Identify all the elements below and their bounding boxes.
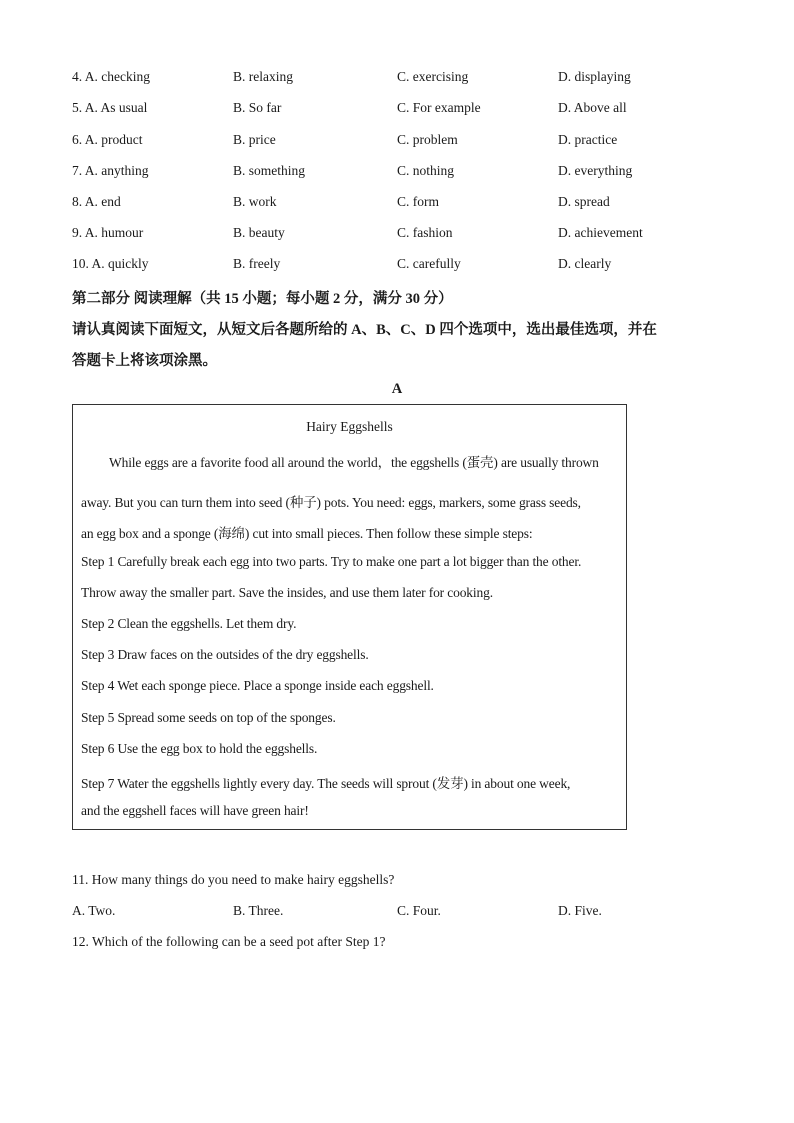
passage-line: Step 6 Use the egg box to hold the eggshells.	[81, 741, 318, 756]
passage-label: A	[391, 381, 403, 397]
option-b: B. price	[233, 132, 276, 147]
option-c: C. For example	[397, 100, 481, 115]
option-a: 5. A. As usual	[72, 100, 148, 115]
option-row-8	[72, 194, 732, 214]
option-d: D. Above all	[558, 100, 627, 115]
option-b: B. So far	[233, 100, 282, 115]
passage-line: Step 3 Draw faces on the outsides of the dry eggshells.	[81, 647, 369, 662]
passage-title: Hairy Eggshells	[306, 419, 393, 434]
option-b: B. relaxing	[233, 69, 293, 84]
option-d: D. displaying	[558, 69, 631, 84]
option-b: B. work	[233, 194, 277, 209]
passage-line: While eggs are a favorite food all around the world，the eggshells (蛋壳) are usually thrown	[109, 455, 599, 470]
passage-line: Throw away the smaller part. Save the insides, and use them later for cooking.	[81, 585, 493, 600]
option-d[interactable]: D. Five.	[558, 903, 602, 918]
option-c: C. problem	[397, 132, 458, 147]
passage-line: Step 7 Water the eggshells lightly every day. The seeds will sprout (发芽) in about one week,	[81, 776, 571, 791]
option-a: 8. A. end	[72, 194, 121, 209]
passage-line: Step 5 Spread some seeds on top of the sponges.	[81, 710, 336, 725]
passage-line: and the eggshell faces will have green hair!	[81, 803, 309, 818]
option-c[interactable]: C. Four.	[397, 903, 441, 918]
option-b[interactable]: B. Three.	[233, 903, 284, 918]
option-row-7	[72, 163, 732, 183]
passage-line: away. But you can turn them into seed (种子) pots. You need: eggs, markers, some grass seeds,	[81, 495, 581, 510]
passage-box	[72, 404, 627, 830]
question-11: 11. How many things do you need to make hairy eggshells?	[72, 872, 395, 887]
option-c: C. exercising	[397, 69, 469, 84]
option-a: 6. A. product	[72, 132, 143, 147]
option-row-4	[72, 69, 732, 89]
option-c: C. fashion	[397, 225, 453, 240]
option-a: 7. A. anything	[72, 163, 149, 178]
option-c: C. carefully	[397, 256, 461, 271]
option-row-9	[72, 225, 732, 245]
option-a: 10. A. quickly	[72, 256, 149, 271]
passage-line: Step 2 Clean the eggshells. Let them dry.	[81, 616, 297, 631]
question-12: 12. Which of the following can be a seed pot after Step 1?	[72, 934, 386, 949]
option-a: 9. A. humour	[72, 225, 144, 240]
option-b: B. something	[233, 163, 306, 178]
passage-line: an egg box and a sponge (海绵) cut into small pieces. Then follow these simple steps:	[81, 526, 533, 541]
option-d: D. practice	[558, 132, 618, 147]
option-c: C. form	[397, 194, 439, 209]
section-instruction-line2: 答题卡上将该项涂黑。	[72, 353, 217, 369]
option-d: D. clearly	[558, 256, 612, 271]
option-row-5	[72, 100, 732, 120]
option-c: C. nothing	[397, 163, 455, 178]
section-heading: 第二部分 阅读理解（共 15 小题；每小题 2 分，满分 30 分）	[72, 291, 453, 307]
option-d: D. achievement	[558, 225, 643, 240]
passage-line: Step 1 Carefully break each egg into two parts. Try to make one part a lot bigger than the other.	[81, 554, 582, 569]
option-d: D. spread	[558, 194, 610, 209]
question-11-options	[72, 903, 732, 923]
option-d: D. everything	[558, 163, 633, 178]
option-b: B. beauty	[233, 225, 285, 240]
option-row-6	[72, 132, 732, 152]
option-b: B. freely	[233, 256, 281, 271]
passage-line: Step 4 Wet each sponge piece. Place a sponge inside each eggshell.	[81, 678, 434, 693]
option-a[interactable]: A. Two.	[72, 903, 116, 918]
option-a: 4. A. checking	[72, 69, 150, 84]
section-instruction-line1: 请认真阅读下面短文，从短文后各题所给的 A、B、C、D 四个选项中，选出最佳选项，并在	[72, 322, 657, 338]
option-row-10	[72, 256, 732, 276]
